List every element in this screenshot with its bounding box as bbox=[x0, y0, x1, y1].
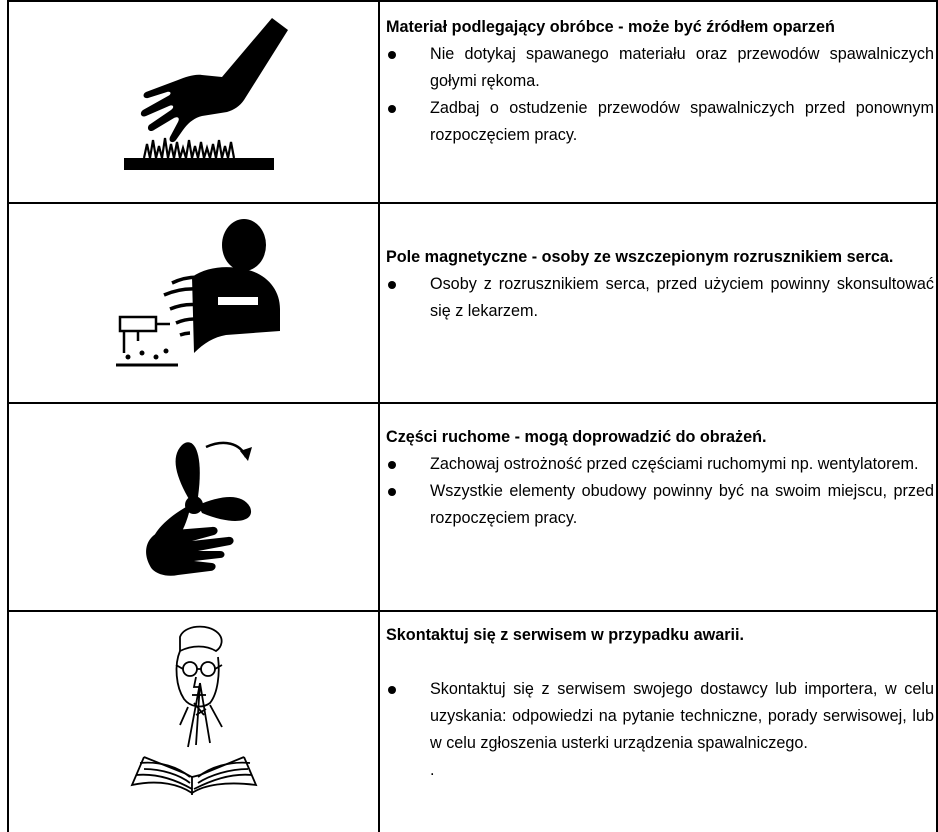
table-row bbox=[7, 610, 938, 832]
bullet-text: Wszystkie elementy obudowy powinny być na swoim miejscu, przed rozpoczęciem pracy. bbox=[430, 482, 934, 527]
magnetic-field-pacemaker-icon bbox=[9, 204, 378, 402]
bullet-icon bbox=[388, 105, 396, 113]
bullet-list bbox=[386, 676, 934, 757]
bullet-item bbox=[386, 41, 934, 95]
bullet-text: Zachowaj ostrożność przed częściami ruchomymi np. wentylatorem. bbox=[430, 455, 919, 473]
table-row bbox=[7, 402, 938, 610]
row-text bbox=[386, 622, 934, 784]
bullet-icon bbox=[388, 51, 396, 59]
reading-manual-person-icon bbox=[9, 612, 378, 832]
bullet-item bbox=[386, 478, 934, 532]
section-title: Pole magnetyczne - osoby ze wszczepionym rozrusznikiem serca. bbox=[386, 248, 894, 266]
safety-table bbox=[7, 0, 938, 832]
bullet-text: Nie dotykaj spawanego materiału oraz przewodów spawalniczych gołymi rękoma. bbox=[430, 45, 934, 90]
table-row bbox=[7, 0, 938, 202]
bullet-text: Osoby z rozrusznikiem serca, przed użyciem powinny skonsultować się z lekarzem. bbox=[430, 275, 934, 320]
bullet-list bbox=[386, 271, 934, 325]
bullet-icon bbox=[388, 686, 396, 694]
table-row bbox=[7, 202, 938, 402]
bullet-icon bbox=[388, 461, 396, 469]
bullet-list bbox=[386, 451, 934, 532]
bullet-item bbox=[386, 271, 934, 325]
section-title: Skontaktuj się z serwisem w przypadku awarii. bbox=[386, 626, 745, 644]
hot-material-hand-icon bbox=[9, 2, 378, 202]
trailing-mark: . bbox=[430, 761, 435, 779]
bullet-item bbox=[386, 95, 934, 149]
row-text bbox=[386, 244, 934, 325]
moving-parts-fan-hand-icon bbox=[9, 404, 378, 610]
row-text bbox=[386, 14, 934, 149]
bullet-item bbox=[386, 451, 934, 478]
bullet-icon bbox=[388, 488, 396, 496]
bullet-text: Skontaktuj się z serwisem swojego dostawcy lub importera, w celu uzyskania: odpowiedzi na pytanie techniczne, porady serwisowej, lub w celu zgłoszenia usterki urządzenia spawalniczego. bbox=[430, 680, 934, 752]
spacer bbox=[386, 649, 934, 676]
bullet-list bbox=[386, 41, 934, 149]
row-text bbox=[386, 424, 934, 532]
section-title: Materiał podlegający obróbce - może być źródłem oparzeń bbox=[386, 18, 835, 36]
bullet-icon bbox=[388, 281, 396, 289]
bullet-item bbox=[386, 676, 934, 757]
section-title: Części ruchome - mogą doprowadzić do obrażeń. bbox=[386, 428, 767, 446]
bullet-text: Zadbaj o ostudzenie przewodów spawalniczych przed ponownym rozpoczęciem pracy. bbox=[430, 99, 934, 144]
